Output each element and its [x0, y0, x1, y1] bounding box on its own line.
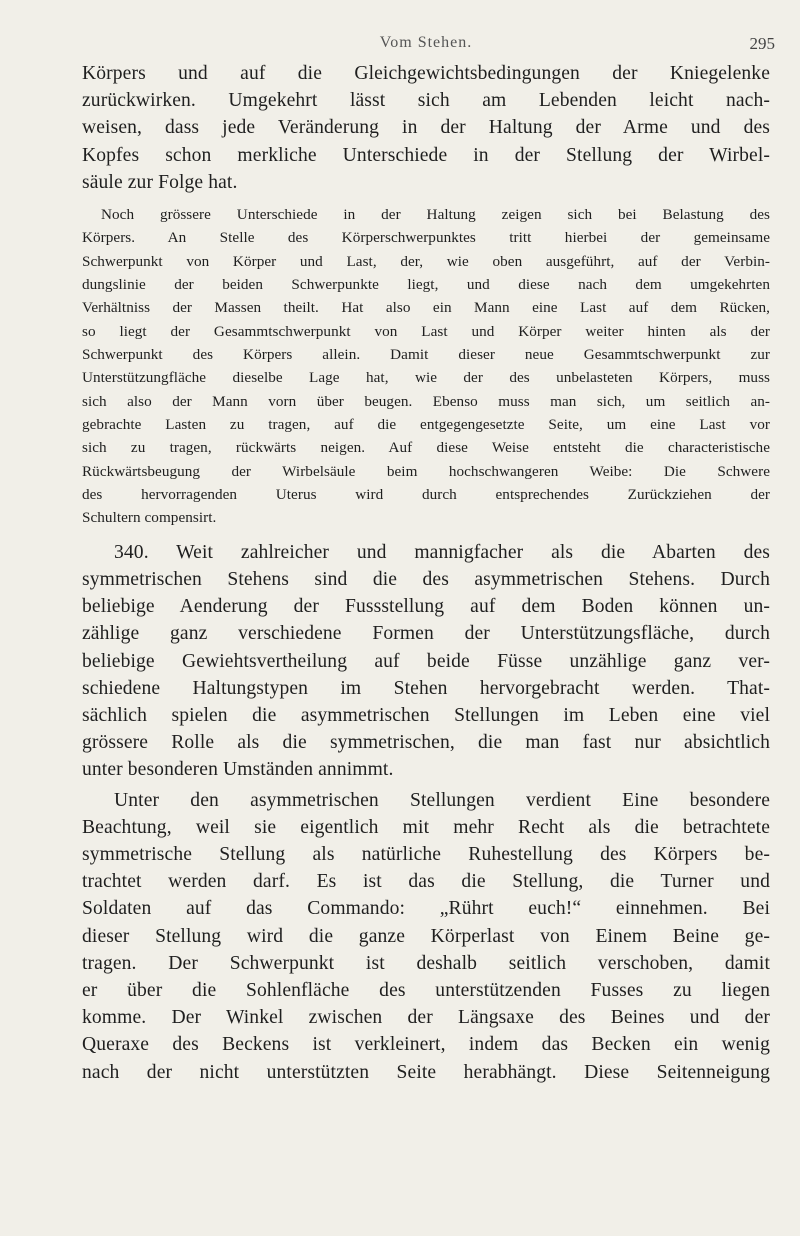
text-line: komme. Der Winkel zwischen der Längsaxe des Beines und der [82, 1007, 770, 1029]
text-line: Noch grössere Unterschiede in der Haltung zeigen sich bei Belastung des [101, 206, 770, 224]
text-line: Körpers und auf die Gleichgewichtsbedingungen der Kniegelenke [82, 63, 770, 84]
text-line: Kopfes schon merkliche Unterschiede in der Stellung der Wirbel- [82, 144, 770, 166]
text-line: so liegt der Gesammtschwerpunkt von Last und Körper weiter hinten als der [82, 322, 770, 340]
page-header [82, 26, 775, 60]
text-line: unter besonderen Umständen annimmt. [82, 759, 394, 781]
paragraph-small-print [82, 203, 770, 530]
text-line: Unterstützungfläche dieselbe Lage hat, wie der des unbelasteten Körpers, muss [82, 369, 770, 387]
text-line: Körpers. An Stelle des Körperschwerpunktes tritt hierbei der gemeinsame [82, 229, 770, 247]
text-line: Unter den asymmetrischen Stellungen verdient Eine besondere [114, 789, 770, 811]
text-line: grössere Rolle als die symmetrischen, die man fast nur absichtlich [82, 732, 770, 754]
running-title: Vom Stehen. [379, 34, 473, 51]
text-line: weisen, dass jede Veränderung in der Haltung der Arme und des [82, 117, 770, 139]
text-line: gebrachte Lasten zu tragen, auf die entgegengesetzte Seite, um eine Last vor [82, 416, 770, 434]
text-line: tragen. Der Schwerpunkt ist deshalb seitlich verschoben, damit [82, 952, 770, 974]
text-line: beliebige Gewiehtsvertheilung auf beide Füsse unzählige ganz ver- [82, 650, 770, 672]
text-line: des hervorragenden Uterus wird durch entsprechendes Zurückziehen der [82, 486, 770, 504]
text-line: 340. Weit zahlreicher und mannigfacher als die Abarten des [114, 541, 770, 563]
text-line: Beachtung, weil sie eigentlich mit mehr Recht als die betrachtete [82, 816, 770, 838]
text-line: säule zur Folge hat. [82, 171, 238, 193]
text-line: dungslinie der beiden Schwerpunkte liegt, und diese nach dem umgekehrten [82, 276, 770, 294]
page-number: 295 [749, 34, 775, 53]
paragraph-asymmetric-stance [82, 787, 770, 1086]
text-line: symmetrische Stellung als natürliche Ruhestellung des Körpers be- [82, 844, 770, 866]
text-line: dieser Stellung wird die ganze Körperlast von Einem Beine ge- [82, 925, 770, 947]
text-line: sich zu tragen, rückwärts neigen. Auf diese Weise entsteht die characteristische [82, 439, 770, 457]
text-line: sich also der Mann vorn über beugen. Ebenso muss man sich, um seitlich an- [82, 392, 770, 410]
text-line: nach der nicht unterstützten Seite herabhängt. Diese Seitenneigung [82, 1061, 770, 1083]
text-line: schiedene Haltungstypen im Stehen hervorgebracht werden. That- [82, 677, 770, 699]
paragraph-continuation [82, 60, 770, 196]
text-line: Schultern compensirt. [82, 509, 217, 527]
paragraph-section-340 [82, 539, 770, 784]
text-line: Soldaten auf das Commando: „Rührt euch!“ einnehmen. Bei [82, 898, 770, 920]
text-line: symmetrischen Stehens sind die des asymmetrischen Stehens. Durch [82, 569, 770, 591]
text-line: Verhältniss der Massen theilt. Hat also ein Mann eine Last auf dem Rücken, [82, 299, 770, 317]
book-page [82, 26, 775, 1086]
text-line: Schwerpunkt von Körper und Last, der, wie oben ausgeführt, auf der Verbin- [82, 252, 770, 270]
text-line: er über die Sohlenfläche des unterstützenden Fusses zu liegen [82, 980, 770, 1002]
text-line: beliebige Aenderung der Fussstellung auf dem Boden können un- [82, 596, 770, 618]
text-line: zählige ganz verschiedene Formen der Unterstützungsfläche, durch [82, 623, 770, 645]
text-line: Rückwärtsbeugung der Wirbelsäule beim hochschwangeren Weibe: Die Schwere [82, 462, 770, 480]
text-line: trachtet werden darf. Es ist das die Stellung, die Turner und [82, 871, 770, 893]
text-line: Schwerpunkt des Körpers allein. Damit dieser neue Gesammtschwerpunkt zur [82, 346, 770, 364]
text-line: sächlich spielen die asymmetrischen Stellungen im Leben eine viel [82, 705, 770, 727]
text-line: zurückwirken. Umgekehrt lässt sich am Lebenden leicht nach- [82, 90, 770, 112]
text-line: Queraxe des Beckens ist verkleinert, indem das Becken ein wenig [82, 1034, 770, 1056]
